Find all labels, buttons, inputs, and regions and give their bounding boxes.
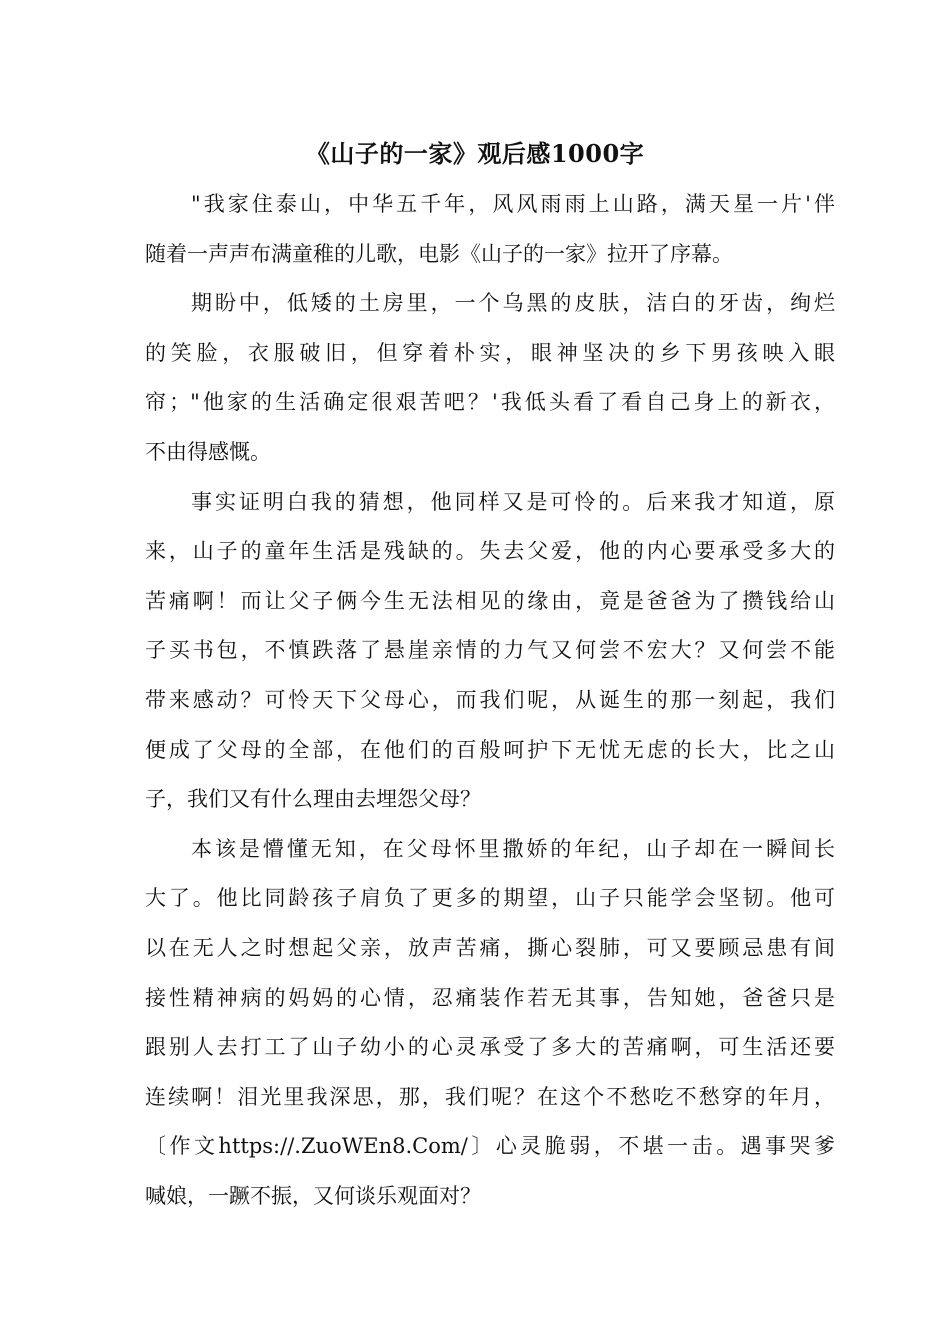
paragraph-line: 本该是懵懂无知，在父母怀里撒娇的年纪，山子却在一瞬间长 <box>191 836 835 861</box>
paragraph-line: 苦痛啊！而让父子俩今生无法相见的缘由，竟是爸爸为了攒钱给山 <box>145 588 835 613</box>
paragraph-line: 不由得感慨。 <box>145 439 271 464</box>
paragraph-line: 事实证明白我的猜想，他同样又是可怜的。后来我才知道，原 <box>191 489 835 514</box>
paragraph-line: 跟别人去打工了山子幼小的心灵承受了多大的苦痛啊，可生活还要 <box>145 1035 835 1060</box>
paragraph-line: 喊娘，一蹶不振，又何谈乐观面对？ <box>145 1183 481 1208</box>
paragraph-1 <box>145 180 835 279</box>
paragraph-line: 带来感动？可怜天下父母心，而我们呢，从诞生的那一刻起，我们 <box>145 687 835 712</box>
paragraph-line: "我家住泰山，中华五千年，风风雨雨上山路，满天星一片'伴 <box>191 192 835 216</box>
paragraph-line: 子，我们又有什么理由去埋怨父母？ <box>145 787 481 812</box>
paragraph-line: 随着一声声布满童稚的儿歌，电影《山子的一家》拉开了序幕。 <box>145 241 733 266</box>
document-body <box>145 180 835 1221</box>
paragraph-line: 以在无人之时想起父亲，放声苦痛，撕心裂肺，可又要顾忌患有间 <box>145 935 835 960</box>
paragraph-3 <box>145 478 835 825</box>
paragraph-line: 连续啊！泪光里我深思，那，我们呢？在这个不愁吃不愁穿的年月， <box>145 1084 835 1109</box>
document-title: 《山子的一家》观后感1000字 <box>305 139 645 168</box>
paragraph-line: 〔作文https://.ZuoWEn8.Com/〕心灵脆弱，不堪一击。遇事哭爹 <box>145 1134 835 1159</box>
paragraph-line: 子买书包，不慎跌落了悬崖亲情的力气又何尝不宏大？又何尝不能 <box>145 638 835 663</box>
paragraph-line: 期盼中，低矮的土房里，一个乌黑的皮肤，洁白的牙齿，绚烂 <box>191 291 835 316</box>
paragraph-2 <box>145 279 835 477</box>
paragraph-line: 接性精神病的妈妈的心情，忍痛装作若无其事，告知她，爸爸只是 <box>145 985 835 1010</box>
paragraph-line: 帘；"他家的生活确定很艰苦吧？'我低头看了看自己身上的新衣， <box>145 390 835 415</box>
paragraph-4 <box>145 825 835 1222</box>
paragraph-line: 来，山子的童年生活是残缺的。失去父爱，他的内心要承受多大的 <box>145 539 835 564</box>
paragraph-line: 便成了父母的全部，在他们的百般呵护下无忧无虑的长大，比之山 <box>145 737 835 762</box>
paragraph-line: 的笑脸，衣服破旧，但穿着朴实，眼神坚决的乡下男孩映入眼 <box>145 340 835 365</box>
paragraph-line: 大了。他比同龄孩子肩负了更多的期望，山子只能学会坚韧。他可 <box>145 886 835 911</box>
